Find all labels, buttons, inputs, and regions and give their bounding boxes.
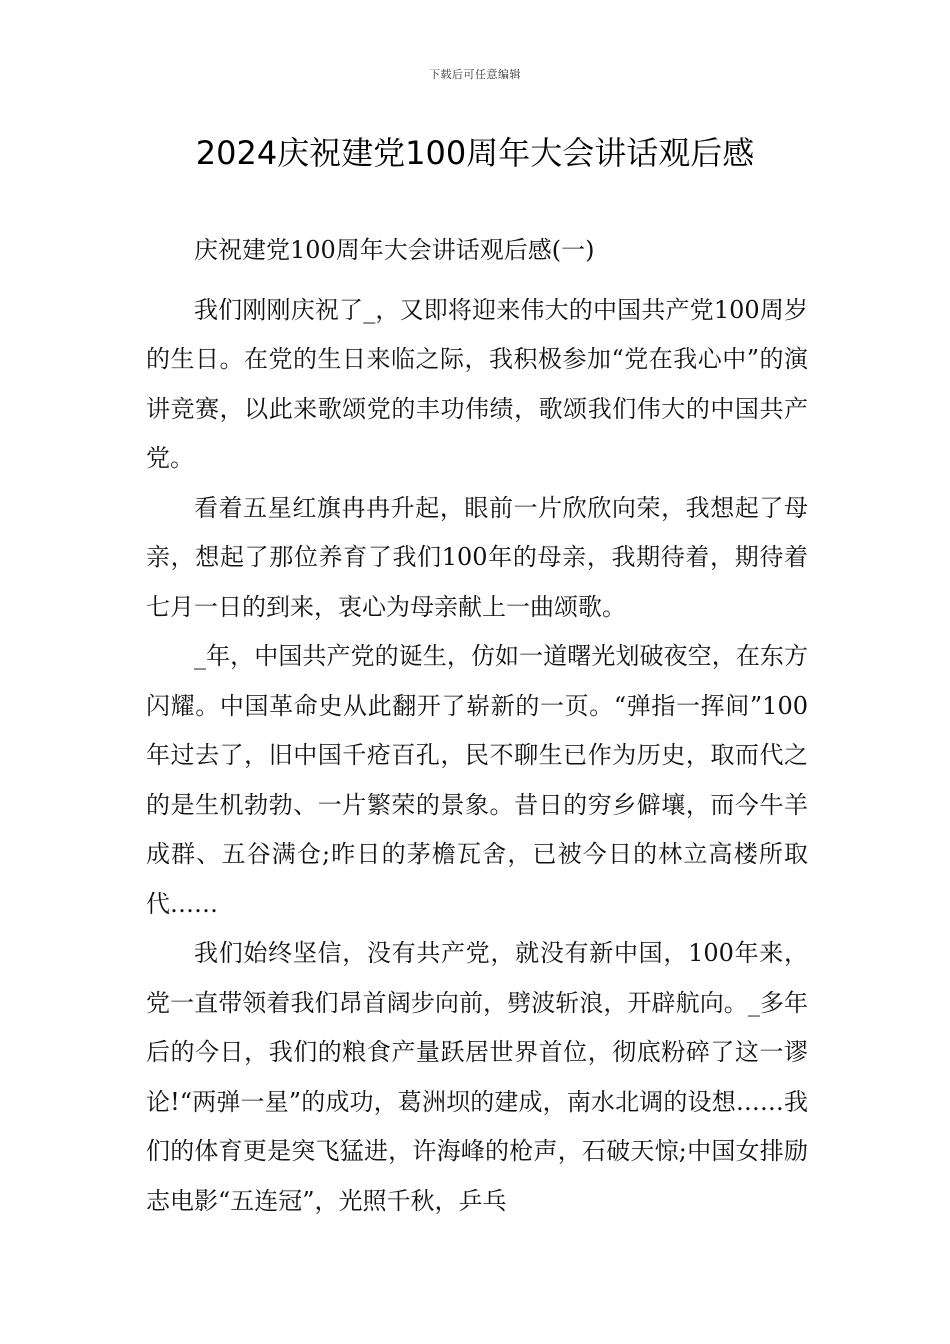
section-subtitle: 庆祝建党100周年大会讲话观后感(一) <box>194 236 595 264</box>
header-note: 下载后可任意编辑 <box>429 68 521 81</box>
paragraph-2: 看着五星红旗冉冉升起，眼前一片欣欣向荣，我想起了母亲，想起了那位养育了我们100年的母亲，我期待着，期待着七月一日的到来，衷心为母亲献上一曲颂歌。 <box>146 493 808 621</box>
document-body <box>146 226 808 1226</box>
paragraph-4: 我们始终坚信，没有共产党，就没有新中国，100年来，党一直带领着我们昂首阔步向前，劈波斩浪，开辟航向。_多年后的今日，我们的粮食产量跃居世界首位，彻底粉碎了这一谬论!“两弹一星”的成功，葛洲坝的建成，南水北调的设想……我们的体育更是突飞猛进，许海峰的枪声，石破天惊;中国女排励志电影“五连冠”，光照千秋，乒乓 <box>146 939 808 1215</box>
paragraph-1: 我们刚刚庆祝了_，又即将迎来伟大的中国共产党100周岁的生日。在党的生日来临之际，我积极参加“党在我心中”的演讲竞赛，以此来歌颂党的丰功伟绩，歌颂我们伟大的中国共产党。 <box>146 295 808 472</box>
document-title: 2024庆祝建党100周年大会讲话观后感 <box>195 134 755 172</box>
paragraph-3: _年，中国共产党的诞生，仿如一道曙光划破夜空，在东方闪耀。中国革命史从此翻开了崭新的一页。“弹指一挥间”100年过去了，旧中国千疮百孔，民不聊生已作为历史，取而代之的是生机勃勃、一片繁荣的景象。昔日的穷乡僻壤，而今牛羊成群、五谷满仓;昨日的茅檐瓦舍，已被今日的林立高楼所取代…… <box>146 642 808 918</box>
